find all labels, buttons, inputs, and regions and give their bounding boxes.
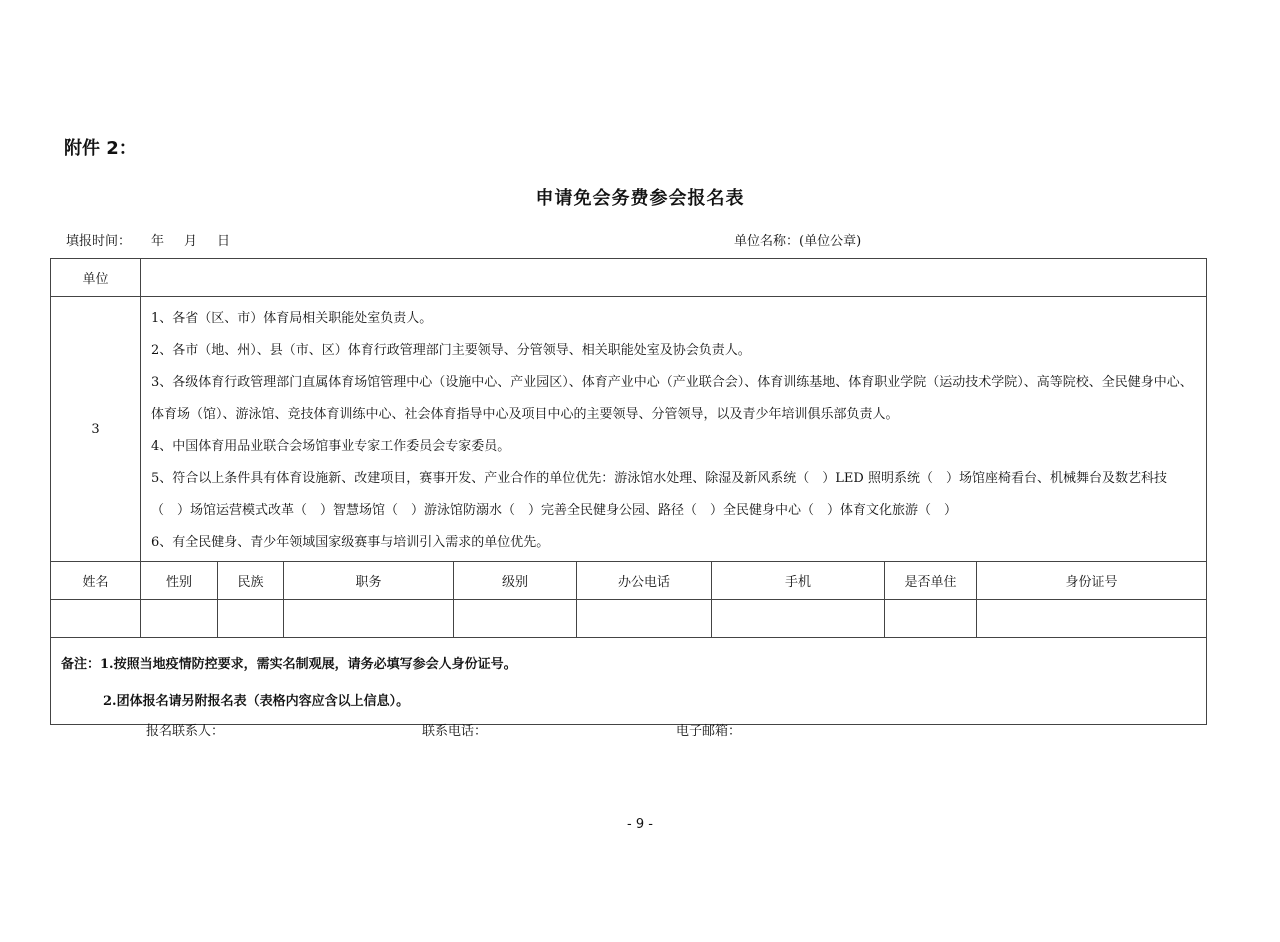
form-title: 申请免会务费参会报名表: [535, 188, 745, 209]
col-header-office-phone: 办公电话: [577, 562, 712, 600]
requirements-cell: [141, 297, 1207, 562]
requirement-item: 3、各级体育行政管理部门直属体育场馆管理中心（设施中心、产业园区）、体育产业中心（产业联合会）、体育训练基地、体育职业学院（运动技术学院）、高等院校、全民健身中心、体育场（馆）、游泳馆、竞技体育训练中心、社会体育指导中心及项目中心的主要领导、分管领导，以及青少年培训俱乐部负责人。: [151, 375, 1193, 422]
fill-year: 年: [151, 234, 165, 249]
unit-label-cell: 单位: [51, 259, 141, 297]
attendee-mobile-field[interactable]: [712, 600, 885, 638]
fill-time-label: 填报时间：: [66, 234, 132, 249]
col-header-name: 姓名: [51, 562, 141, 600]
notes-cell: [51, 638, 1207, 725]
requirement-item: 2、各市（地、州）、县（市、区）体育行政管理部门主要领导、分管领导、相关职能处室及协会负责人。: [151, 343, 751, 358]
col-header-single-room: 是否单住: [885, 562, 977, 600]
fill-month: 月: [184, 234, 198, 249]
unit-row: [51, 259, 1207, 297]
attachment-label: 附件 2：: [64, 138, 137, 159]
note-1: 备注：1.按照当地疫情防控要求，需实名制观展，请务必填写参会人身份证号。: [61, 657, 517, 672]
attendee-name-field[interactable]: [51, 600, 141, 638]
fill-info-line: [66, 230, 1206, 250]
unit-name-label: 单位名称：(单位公章): [734, 234, 862, 249]
fill-day: 日: [217, 234, 231, 249]
notes-row: [51, 638, 1207, 725]
attendee-row: [51, 600, 1207, 638]
attendee-gender-field[interactable]: [141, 600, 218, 638]
col-header-rank: 级别: [454, 562, 577, 600]
col-header-id-number: 身份证号: [977, 562, 1207, 600]
note-2: 2.团体报名请另附报名表（表格内容应含以上信息）。: [103, 694, 410, 709]
contact-line: [146, 720, 1046, 740]
requirements-label-cell: 3: [51, 297, 141, 562]
col-header-position: 职务: [284, 562, 454, 600]
unit-value-field[interactable]: [141, 259, 1207, 297]
page-number: - 9 -: [627, 817, 653, 832]
registration-table: [50, 258, 1207, 725]
attendee-id-number-field[interactable]: [977, 600, 1207, 638]
requirement-item: 6、有全民健身、青少年领域国家级赛事与培训引入需求的单位优先。: [151, 535, 550, 550]
attendee-single-room-field[interactable]: [885, 600, 977, 638]
requirement-item: 1、各省（区、市）体育局相关职能处室负责人。: [151, 311, 433, 326]
attendee-ethnicity-field[interactable]: [218, 600, 284, 638]
attendee-rank-field[interactable]: [454, 600, 577, 638]
requirement-item: 4、中国体育用品业联合会场馆事业专家工作委员会专家委员。: [151, 439, 511, 454]
col-header-mobile: 手机: [712, 562, 885, 600]
contact-phone-label: 联系电话：: [422, 724, 488, 739]
contact-person-label: 报名联系人：: [146, 724, 225, 739]
col-header-ethnicity: 民族: [218, 562, 284, 600]
attendee-position-field[interactable]: [284, 600, 454, 638]
fill-time: [66, 230, 250, 249]
requirements-row: [51, 297, 1207, 562]
contact-email-label: 电子邮箱：: [676, 724, 742, 739]
requirement-item: 5、符合以上条件具有体育设施新、改建项目，赛事开发、产业合作的单位优先：游泳馆水处理、除湿及新风系统（ ）LED 照明系统（ ）场馆座椅看台、机械舞台及数艺科技（ ）场馆运营模式改革（ ）智慧场馆（ ）游泳馆防溺水（ ）完善全民健身公园、路径（ ）全民健身中心（ ）体育文化旅游（ ）: [151, 471, 1167, 518]
attendee-header-row: [51, 562, 1207, 600]
attendee-office-phone-field[interactable]: [577, 600, 712, 638]
col-header-gender: 性别: [141, 562, 218, 600]
